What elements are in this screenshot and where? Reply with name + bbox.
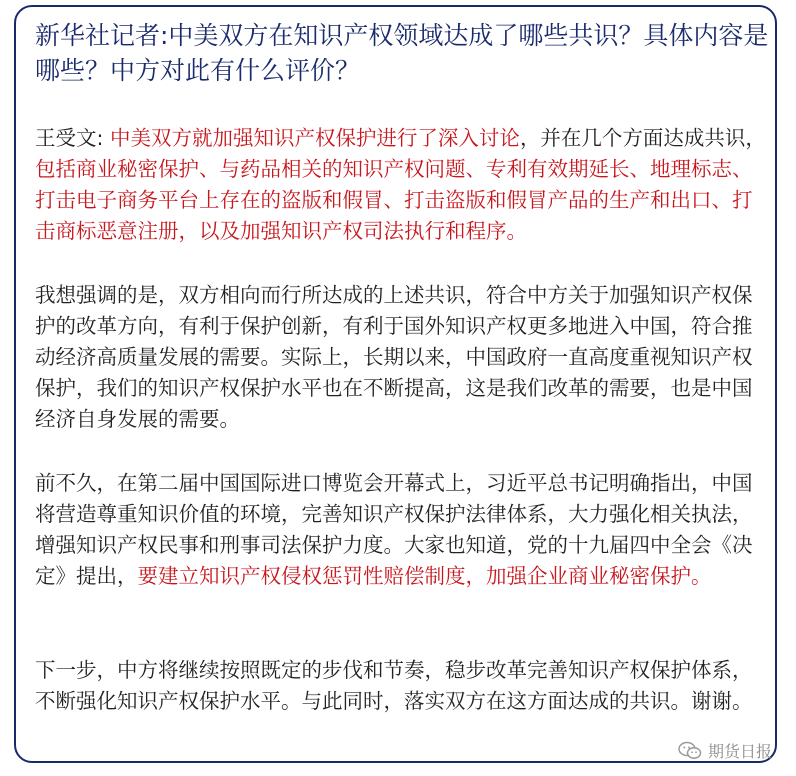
article-card (14, 5, 777, 763)
answer-paragraph-2: 我想强调的是，双方相向而行所达成的上述共识，符合中方关于加强知识产权保护的改革方向，有利于保护创新，有利于国外知识产权更多地进入中国，符合推动经济高质量发展的需要。实际上，长期以来，中国政府一直高度重视知识产权保护，我们的知识产权保护水平也在不断提高，这是我们改革的需要，也是中国经济自身发展的需要。 (35, 283, 753, 431)
watermark-text: 期货日报 (707, 742, 772, 761)
body-text: ，并在几个方面达成共识， (519, 126, 766, 150)
body-text: 前不久，在第二届中国国际进口博览会开幕式上，习近平总书记明确指出，中国将营造尊重知识价值的环境，完善知识产权保护法律体系，大力强化相关执法，增强知识产权民事和刑事司法保护力度。大家也知道，党的十九届四中全会《决定》提出， (35, 471, 753, 588)
highlight-text: 要建立知识产权侵权惩罚性赔偿制度，加强企业商业秘密保护。 (137, 564, 712, 588)
speaker-name: 王受文: (35, 126, 104, 150)
answer-paragraph-4: 下一步，中方将继续按照既定的步伐和节奏，稳步改革完善知识产权保护体系，不断强化知识产权保护水平。与此同时，落实双方在这方面达成的共识。谢谢。 (35, 658, 753, 713)
wechat-icon (678, 741, 702, 761)
highlight-text: 中美双方就加强知识产权保护进行了深入讨论 (103, 126, 520, 150)
reporter-question: 新华社记者:中美双方在知识产权领域达成了哪些共识？具体内容是哪些？中方对此有什么评价？ (35, 21, 769, 85)
highlight-text: 包括商业秘密保护、与药品相关的知识产权问题、专利有效期延长、地理标志、打击电子商务平台上存在的盗版和假冒、打击盗版和假冒产品的生产和出口、打击商标恶意注册，以及加强知识产权司法执行和程序。 (35, 157, 753, 243)
answer-paragraph-3 (35, 468, 771, 592)
watermark (678, 739, 772, 762)
answer-paragraph-1 (35, 123, 771, 247)
